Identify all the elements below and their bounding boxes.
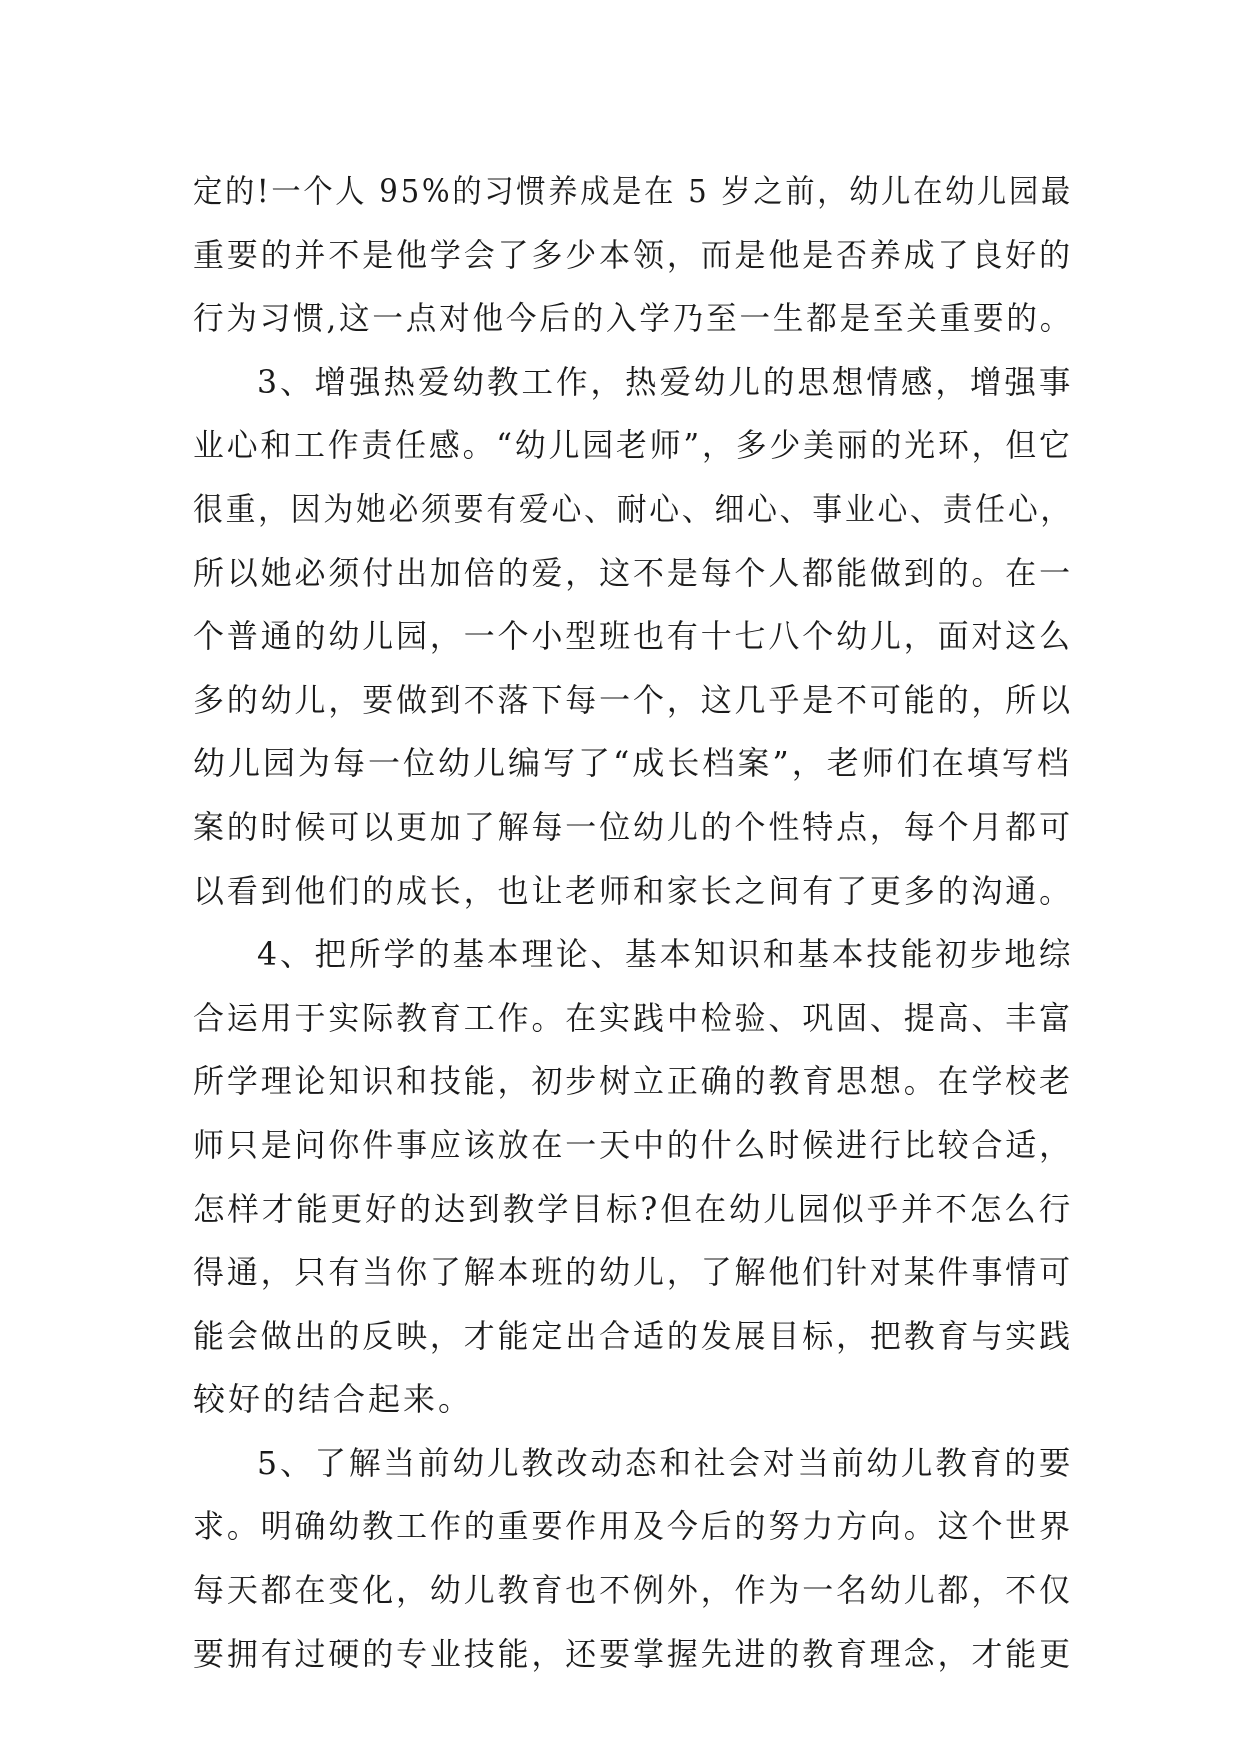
- paragraph-start-line: 4、把所学的基本理论、基本知识和基本技能初步地综: [257, 935, 1074, 974]
- text-line: 案的时候可以更加了解每一位幼儿的个性特点，每个月都可: [193, 807, 1074, 846]
- text-line: 行为习惯,这一点对他今后的入学乃至一生都是至关重要的。: [193, 299, 1074, 338]
- text-line: 怎样才能更好的达到教学目标?但在幼儿园似乎并不怎么行: [193, 1189, 1074, 1228]
- text-line: 幼儿园为每一位幼儿编写了“成长档案”，老师们在填写档: [193, 744, 1072, 783]
- text-line: 师只是问你件事应该放在一天中的什么时候进行比较合适，: [193, 1125, 1074, 1164]
- text-line: 合运用于实际教育工作。在实践中检验、巩固、提高、丰富: [193, 998, 1074, 1037]
- paragraph-start-line: 5、了解当前幼儿教改动态和社会对当前幼儿教育的要: [257, 1443, 1074, 1482]
- text-line: 所学理论知识和技能，初步树立正确的教育思想。在学校老: [193, 1062, 1074, 1101]
- text-line: 业心和工作责任感。“幼儿园老师”，多少美丽的光环，但它: [193, 426, 1073, 465]
- body-text: [193, 160, 1073, 1686]
- text-line: 得通，只有当你了解本班的幼儿，了解他们针对某件事情可: [193, 1253, 1074, 1292]
- text-line: 重要的并不是他学会了多少本领，而是他是否养成了良好的: [193, 235, 1074, 274]
- text-line: 所以她必须付出加倍的爱，这不是每个人都能做到的。在一: [193, 553, 1074, 592]
- text-line: 很重，因为她必须要有爱心、耐心、细心、事业心、责任心，: [193, 489, 1074, 528]
- text-line: 较好的结合起来。: [193, 1380, 474, 1419]
- text-line: 能会做出的反映，才能定出合适的发展目标，把教育与实践: [193, 1316, 1074, 1355]
- paragraph-start-line: 3、增强热爱幼教工作，热爱幼儿的思想情感，增强事: [257, 362, 1074, 401]
- text-line: 多的幼儿，要做到不落下每一个，这几乎是不可能的，所以: [193, 680, 1074, 719]
- text-line: 要拥有过硬的专业技能，还要掌握先进的教育理念，才能更: [193, 1634, 1074, 1673]
- text-line: 定的!一个人 95%的习惯养成是在 5 岁之前，幼儿在幼儿园最: [193, 172, 1073, 210]
- text-line: 求。明确幼教工作的重要作用及今后的努力方向。这个世界: [193, 1507, 1074, 1546]
- text-line: 每天都在变化，幼儿教育也不例外，作为一名幼儿都，不仅: [193, 1571, 1074, 1610]
- text-line: 以看到他们的成长，也让老师和家长之间有了更多的沟通。: [193, 871, 1074, 910]
- text-line: 个普通的幼儿园，一个小型班也有十七八个幼儿，面对这么: [193, 617, 1074, 656]
